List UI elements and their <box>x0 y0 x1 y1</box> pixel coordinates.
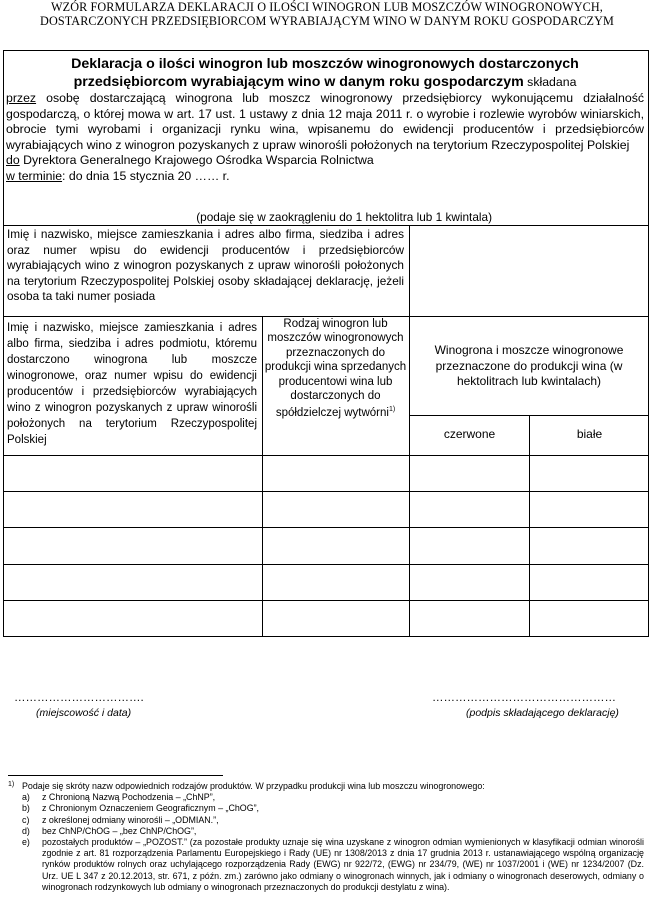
do-paragraph <box>6 153 644 169</box>
term-paragraph <box>6 169 644 185</box>
declarant-divider <box>409 225 410 316</box>
col2-header-text: Rodzaj winogron lub moszczów winogronowych przeznaczonych do produkcji wina sprzedanych producentowi wina lub dostarczonych do spółdzielczej wytwórni <box>264 318 407 420</box>
table-cell[interactable] <box>4 456 262 491</box>
col3-header: Winogrona i moszcze winogronowe przeznaczone do produkcji wina (w hektolitrach lub kwintalach) <box>434 343 624 388</box>
col3a-header: czerwone <box>443 427 496 441</box>
footnote-item-label: b) <box>22 803 30 814</box>
table-cell[interactable] <box>263 492 409 527</box>
header-line-2: DOSTARCZONYCH PRZEDSIĘBIORCOM WYRABIAJĄCYM WINO W DANYM ROKU GOSPODARCZYM <box>40 14 614 28</box>
place-date-dots: ……………………………. <box>14 692 144 704</box>
place-date-label: (miejscowość i data) <box>36 707 132 719</box>
footnote-item-label: e) <box>22 837 30 848</box>
footnote-separator <box>8 775 223 776</box>
table-cell[interactable] <box>530 492 648 527</box>
footnote-item-text: z Chronioną Nazwą Pochodzenia – „ChNP”, <box>42 792 216 803</box>
col2-header <box>264 317 407 421</box>
footnote-item-text: pozostałych produktów – „POZOST.” (za pozostałe produkty uznaje się wina uzyskane z winogron odmian wymienionych w klasyfikacji odmian winorośli zgodnie z art. 81 rozporządzenia Parlamentu Europejskiego i Rady (UE) nr 1308/2013 z dnia 17 grudnia 2013 r. ustanawiającego wspólną organizację rynków produktów rolnych oraz uchylającego rozporządzenia Rady (EWG) nr 922/72, (EWG) nr 234/79, (WE) nr 1037/2001 i (WE) nr 1234/2007 (Dz. Urz. UE L 347 z 20.12.2013, str. 671, z późn. zm.) zarówno jako odmiany o winogronach winnych, jak i odmiany o winogronach deserowych, odmiany o winogronach rodzynkowych lub odmiany o winogronach przeznaczonych do produkcji destylatu z wina). <box>42 837 644 892</box>
table-cell[interactable] <box>4 601 262 636</box>
table-cell[interactable] <box>530 456 648 491</box>
footnote-intro: Podaje się skróty nazw odpowiednich rodzajów produktów. W przypadku produkcji wina lub moszczu winogronowego: <box>22 781 485 791</box>
table-cell[interactable] <box>410 456 529 491</box>
przez-text: osobę dostarczającą winogrona lub moszcz winogronowy przedsiębiorcy wykonującemu działalność gospodarczą, o której mowa w art. 17 ust. 1 ustawy z dnia 12 maja 2011 r. o wyrobie i rozlewie wyrobów winiarskich, obrocie tymi wyrobami i organizacji rynku wina, wpisanemu do ewidencji producentów i przedsiębiorców wyrabiających wino z winogron pozyskanych z upraw winorośli położonych na terytorium Rzeczypospolitej Polskiej <box>6 91 644 152</box>
declarant-label: Imię i nazwisko, miejsce zamieszkania i adres albo firma, siedziba i adres oraz numer wpisu do ewidencji producentów i przedsiębiorców wyrabiających wino z winogron pozyskanych z upraw winorośli położonych na terytorium Rzeczypospolitej Polskiej osoby składającej deklarację, jeżeli osoba ta taki numer posiada <box>7 227 404 303</box>
declaration-intro <box>6 55 644 184</box>
footnote <box>8 781 644 893</box>
table-cell[interactable] <box>263 601 409 636</box>
table-cell[interactable] <box>4 528 262 564</box>
table-cell[interactable] <box>4 492 262 527</box>
przez-label: przez <box>6 91 37 105</box>
footnote-item-text: z Chronionym Oznaczeniem Geograficznym – „ChOG”, <box>42 803 260 814</box>
title-tail: składana <box>523 75 577 89</box>
declaration-title <box>6 55 644 91</box>
signature-label: (podpis składającego deklarację) <box>466 707 619 719</box>
table-cell[interactable] <box>410 492 529 527</box>
footnote-items <box>8 792 644 893</box>
footnote-item-label: a) <box>22 792 30 803</box>
do-text: Dyrektora Generalnego Krajowego Ośrodka Wsparcia Rolnictwa <box>19 153 374 167</box>
table-cell[interactable] <box>263 456 409 491</box>
signature-dots: ………………………………………… <box>432 692 616 704</box>
col2-footnote-ref: 1) <box>388 406 396 414</box>
footnote-item <box>8 792 644 803</box>
table-cell[interactable] <box>410 601 529 636</box>
col3b-header: białe <box>576 427 603 441</box>
footnote-item <box>8 837 644 893</box>
przez-paragraph <box>6 91 644 153</box>
footnote-item-label: c) <box>22 814 30 825</box>
table-cell[interactable] <box>530 601 648 636</box>
form-header <box>0 0 654 28</box>
header-line-1: WZÓR FORMULARZA DEKLARACJI O ILOŚCI WINOGRON LUB MOSZCZÓW WINOGRONOWYCH, <box>51 0 603 14</box>
table-top-line <box>3 225 649 226</box>
title-line-1: Deklaracja o ilości winogron lub moszczów winogronowych dostarczonych <box>71 56 579 72</box>
table-cell[interactable] <box>530 528 648 564</box>
footnote-item <box>8 815 644 826</box>
term-text: : do dnia 15 stycznia 20 …… r. <box>62 168 230 183</box>
footnote-item-text: z określonej odmiany winorośli – „ODMIAN.”, <box>42 814 219 825</box>
footnote-marker: 1) <box>8 781 15 788</box>
term-label: w terminie <box>6 168 63 183</box>
do-label: do <box>6 153 20 167</box>
footnote-item <box>8 826 644 837</box>
footnote-item-label: d) <box>22 825 30 836</box>
table-cell[interactable] <box>263 565 409 600</box>
footnote-intro-row <box>8 781 644 792</box>
col1-header: Imię i nazwisko, miejsce zamieszkania i adres albo firma, siedziba i adres podmiotu, któremu dostarczono winogrona lub moszcze winogronowe, oraz numer wpisu do ewidencji producentów i przedsiębiorców wyrabiających wino z winogron pozyskanych z upraw winorośli położonych na terytorium Rzeczypospolitej Polskiej <box>7 322 257 446</box>
table-cell[interactable] <box>263 528 409 564</box>
declarant-value-field[interactable] <box>414 227 644 313</box>
table-cell[interactable] <box>410 565 529 600</box>
table-cell[interactable] <box>4 565 262 600</box>
title-line-2: przedsiębiorcom wyrabiającym wino w danym roku gospodarczym <box>73 74 524 90</box>
table-cell[interactable] <box>530 565 648 600</box>
rounding-note: (podaje się w zaokrągleniu do 1 hektolitra lub 1 kwintala) <box>196 210 492 224</box>
footnote-item-text: bez ChNP/ChOG – „bez ChNP/ChOG”, <box>42 825 197 836</box>
footnote-item <box>8 803 644 814</box>
table-cell[interactable] <box>410 528 529 564</box>
